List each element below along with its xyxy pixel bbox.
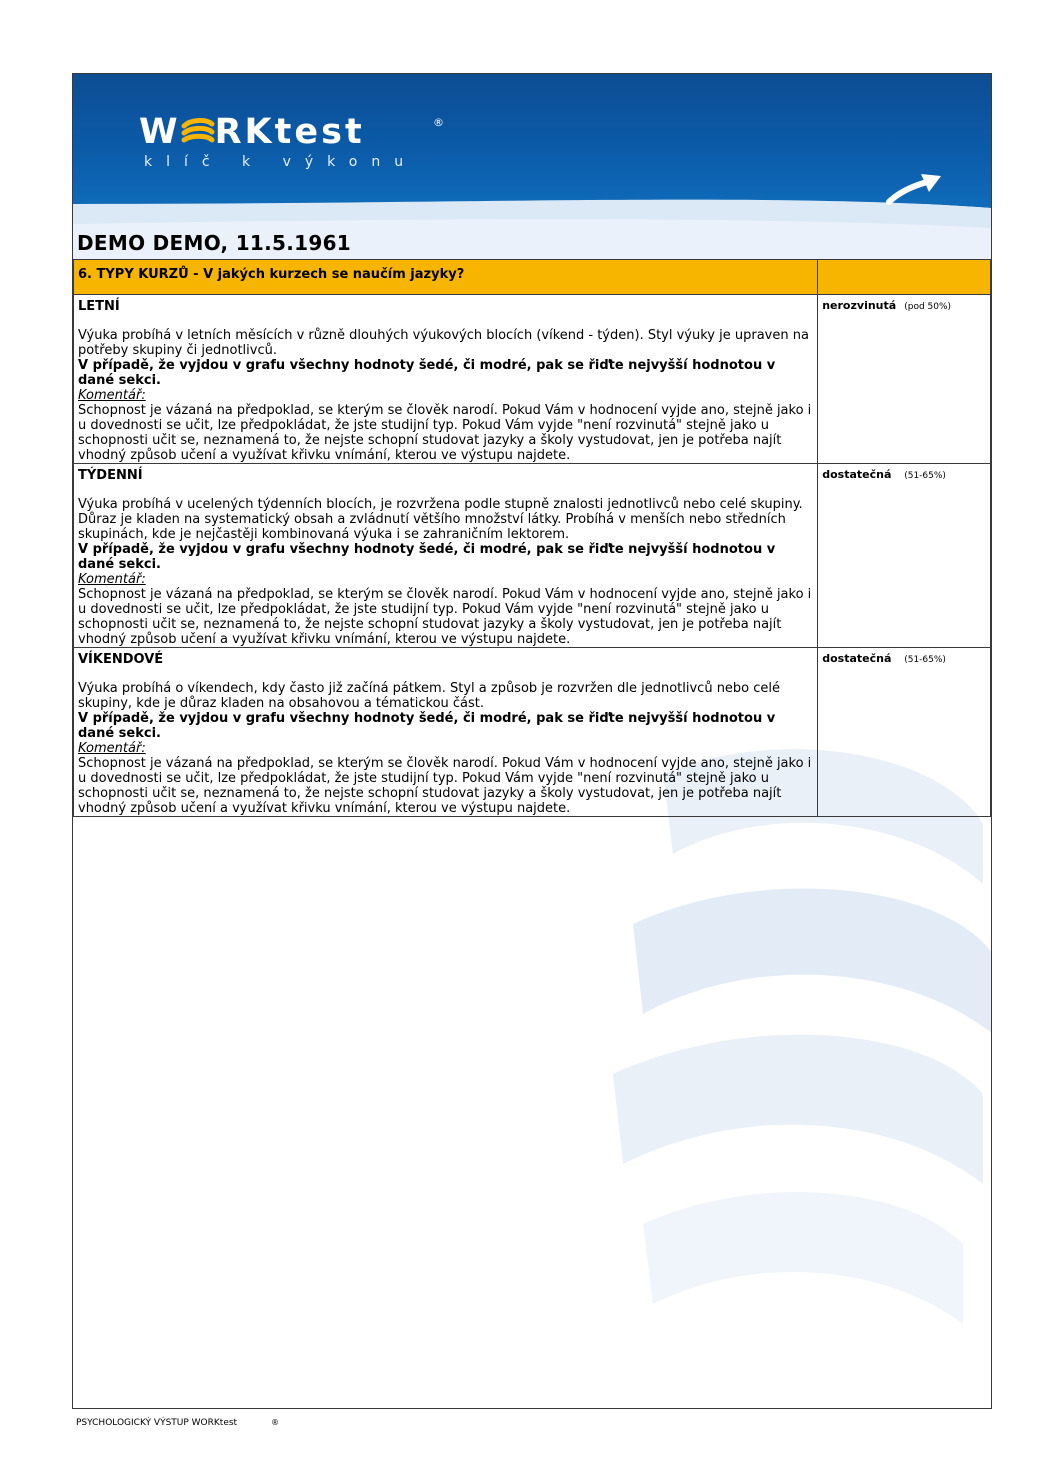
logo-registered-mark: ® [433,116,444,129]
section-title-cell [74,260,818,295]
worktest-logo [139,112,444,170]
course-title: LETNÍ [78,299,120,314]
comment-label: Komentář: [78,572,146,587]
course-row [74,464,991,648]
course-block [74,295,817,463]
comment-label: Komentář: [78,741,146,756]
footer-text: PSYCHOLOGICKÝ VÝSTUP WORKtest [76,1418,238,1428]
course-title: TÝDENNÍ [78,468,143,483]
course-description: Výuka probíhá v letních měsících v různě dlouhých výukových blocích (víkend - týden). Styl výuky je upraven na potřeby skupiny či jednotlivců. [78,328,809,358]
score-level: dostatečná [822,468,892,481]
course-types-table [73,259,991,817]
logo-letter-w: W [139,112,181,152]
section-score-header [818,260,991,295]
score-level: nerozvinutá [822,299,897,312]
course-description: Výuka probíhá o víkendech, kdy často již začíná pátkem. Styl a způsob je rozvržen dle jednotlivců nebo celé skupiny, kde je důraz kladen na obsahovou a tématickou část. [78,681,781,711]
course-note: V případě, že vyjdou v grafu všechny hodnoty šedé, či modré, pak se řiďte nejvyšší hodnotou v dané sekci. [78,542,776,572]
logo-swirl-icon [181,116,215,146]
course-note: V případě, že vyjdou v grafu všechny hodnoty šedé, či modré, pak se řiďte nejvyšší hodnotou v dané sekci. [78,711,776,741]
logo-tagline: klíč k výkonu [144,154,418,170]
course-block [74,648,817,816]
score-range: (pod 50%) [904,302,952,312]
course-row [74,295,991,464]
course-comment: Schopnost je vázaná na předpoklad, se kterým se člověk narodí. Pokud Vám v hodnocení vyjde ano, stejně jako i u dovednosti se učit, lze předpokládat, že jste studijní typ. Pokud Vám vyjde "není rozvinutá" stejně jako u schopnosti učit se, neznamená to, že nejste schopní studovat jazyky a školy vystudovat, jen je potřeba najít vhodný způsob učení a využívat křivku vnímání, kterou ve výstupu najdete. [78,403,812,463]
course-row [74,648,991,817]
course-comment: Schopnost je vázaná na předpoklad, se kterým se člověk narodí. Pokud Vám v hodnocení vyjde ano, stejně jako i u dovednosti se učit, lze předpokládat, že jste studijní typ. Pokud Vám vyjde "není rozvinutá" stejně jako u schopnosti učit se, neznamená to, že nejste schopní studovat jazyky a školy vystudovat, jen je potřeba najít vhodný způsob učení a využívat křivku vnímání, kterou ve výstupu najdete. [78,756,812,816]
person-name-date: DEMO DEMO, 11.5.1961 [77,231,352,255]
course-title: VÍKENDOVÉ [78,652,164,667]
arrow-icon [885,172,945,206]
logo-letters-rktest: RKtest [214,112,365,152]
section-header-row [74,260,991,295]
page-frame [72,73,992,1409]
course-comment: Schopnost je vázaná na předpoklad, se kterým se člověk narodí. Pokud Vám v hodnocení vyjde ano, stejně jako i u dovednosti se učit, lze předpokládat, že jste studijní typ. Pokud Vám vyjde "není rozvinutá" stejně jako u schopnosti učit se, neznamená to, že nejste schopní studovat jazyky a školy vystudovat, jen je potřeba najít vhodný způsob učení a využívat křivku vnímání, kterou ve výstupu najdete. [78,587,812,647]
course-block [74,464,817,647]
watermark-swirl [603,734,992,1394]
section-title: 6. TYPY KURZŮ - V jakých kurzech se naučím jazyky? [78,267,465,282]
course-description: Výuka probíhá v ucelených týdenních blocích, je rozvržena podle stupně znalosti jednotlivců nebo celé skupiny. Důraz je kladen na systematický obsah a zvládnutí většího množství látky. Probíhá v menších nebo středních skupinách, kde je nejčastěji kombinovaná výuka i se zahraničním lektorem. [78,497,803,542]
score-cell [818,648,990,665]
course-note: V případě, že vyjdou v grafu všechny hodnoty šedé, či modré, pak se řiďte nejvyšší hodnotou v dané sekci. [78,358,776,388]
score-cell [818,464,990,481]
footer-registered-mark: ® [271,1418,279,1427]
comment-label: Komentář: [78,388,146,403]
score-range: (51-65%) [904,655,946,665]
score-level: dostatečná [822,652,892,665]
score-range: (51-65%) [904,471,946,481]
score-cell [818,295,990,312]
